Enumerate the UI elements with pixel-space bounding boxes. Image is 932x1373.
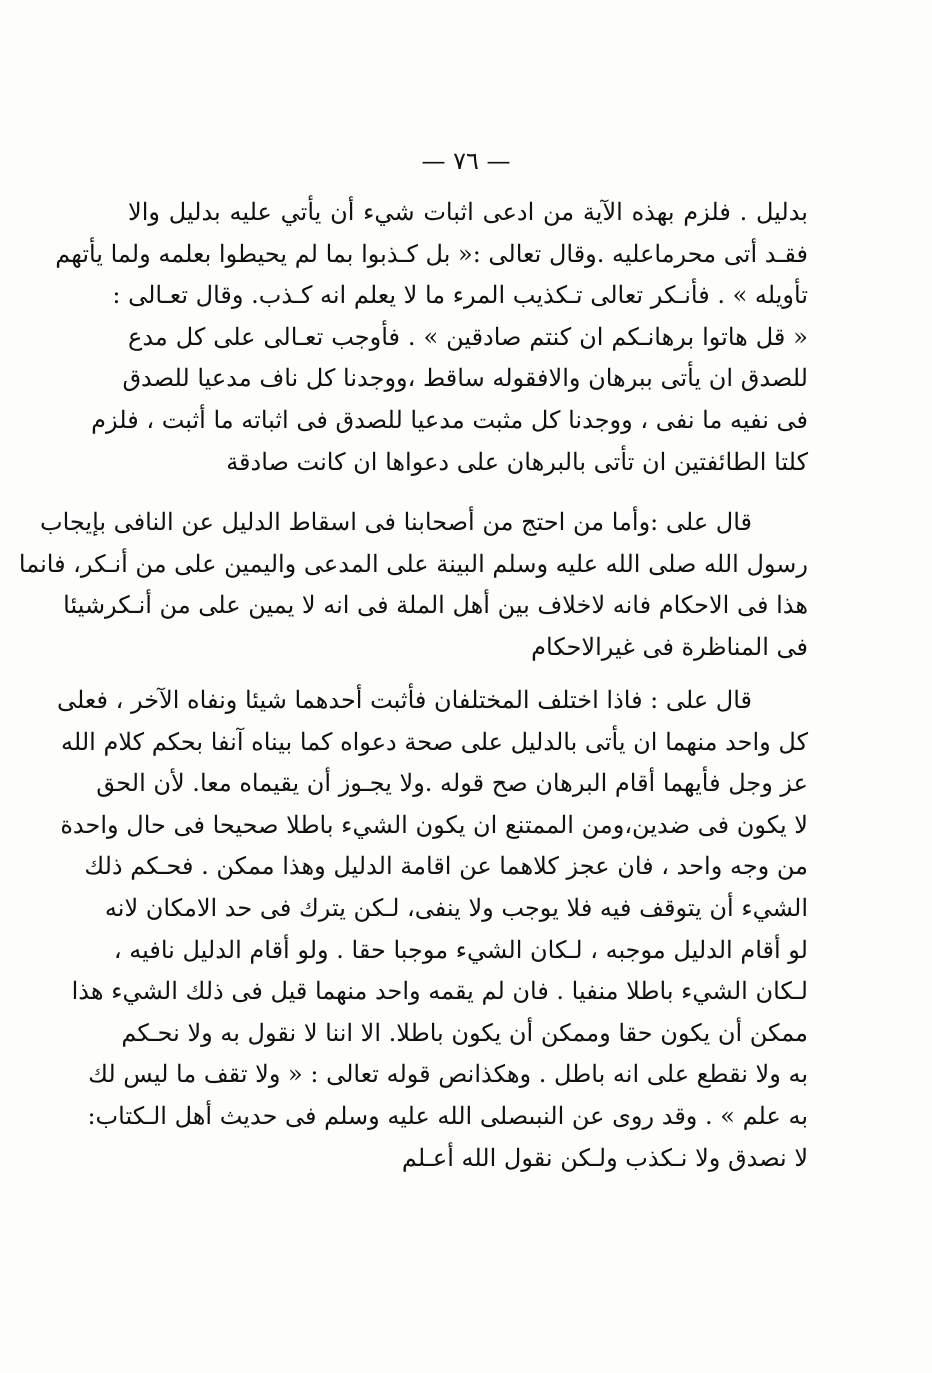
text-line: قال على :وأما من احتج من أصحابنا فى اسقاط الدليل عن النافى بإيجاب	[39, 508, 752, 536]
text-line: بدليل . فلزم بهذه الآية من ادعى اثبات شيء أن يأتي عليه بدليل والا	[128, 198, 808, 226]
text-line: هذا فى الاحكام فانه لاخلاف بين أهل الملة فى انه لا يمين على من أنـكرشيئا	[63, 591, 808, 620]
text-line: رسول الله صلى الله عليه وسلم البينة على المدعى واليمين على من أنـكر، فانما	[18, 549, 808, 578]
text-line: تأويله » . فأنـكر تعالى تـكذيب المرء ما لا يعلم انه كـذب. وقال تعـالى :	[112, 281, 808, 310]
text-line: لـكان الشيء باطلا منفيا . فان لم يقمه واحد منهما قيل فى ذلك الشيء هذا	[71, 977, 808, 1006]
text-line: ممكن أن يكون حقا وممكن أن يكون باطلا. الا اننا لا نقول به ولا نحـكم	[121, 1018, 808, 1047]
paragraph-3	[56, 680, 808, 1179]
text-line: لا نصدق ولا نـكذب ولـكن نقول الله أعـلم	[401, 1143, 808, 1172]
text-line: قال على : فاذا اختلف المختلفان فأثبت أحدهما شيئا ونفاه الآخر ، فعلى	[56, 686, 752, 714]
text-line: به ولا نقطع على انه باطل . وهكذانص قوله تعالى : « ولا تقف ما ليس لك	[88, 1060, 808, 1089]
paragraph-2	[18, 502, 808, 668]
text-line: فى المناظرة فى غيرالاحكام	[531, 632, 808, 661]
text-line: فى نفيه ما نفى ، ووجدنا كل مثبت مدعيا للصدق فى اثباته ما أثبت ، فلزم	[91, 405, 808, 434]
text-line: من وجه واحد ، فان عجز كلاهما عن اقامة الدليل وهذا ممكن . فحـكم ذلك	[84, 852, 808, 881]
text-line: كل واحد منهما ان يأتى بالدليل على صحة دعواه كما بيناه آنفا بحكم كلام الله	[61, 727, 808, 756]
text-line: لو أقام الدليل موجبه ، لـكان الشيء موجبا حقا . ولو أقام الدليل نافيه ،	[113, 935, 808, 964]
paragraph-1	[55, 192, 808, 483]
text-line: به علم » . وقد روى عن النبىصلى الله عليه وسلم فى حديث أهل الـكتاب:	[87, 1101, 808, 1130]
text-line: عز وجل فأيهما أقام البرهان صح قوله .ولا يجـوز أن يقيماه معا. لأن الحق	[96, 769, 808, 798]
text-line: « قل هاتوا برهانـكم ان كنتم صادقين » . فأوجب تعـالى على كل مدع	[128, 322, 808, 351]
text-line: الشيء أن يتوقف فيه فلا يوجب ولا ينفى، لـكن يترك فى حد الامكان لانه	[104, 893, 808, 922]
text-line: كلتا الطائفتين ان تأتى بالبرهان على دعواها ان كانت صادقة	[226, 447, 808, 476]
text-line: للصدق ان يأتى ببرهان والافقوله ساقط ،ووجدنا كل ناف مدعيا للصدق	[122, 364, 808, 393]
text-line: فقـد أتى محرماعليه .وقال تعالى :« بل كـذبوا بما لم يحيطوا بعلمه ولما يأتهم	[55, 239, 808, 268]
page-number: — ٧٦ —	[421, 147, 511, 175]
text-line: لا يكون فى ضدين،ومن الممتنع ان يكون الشيء باطلا صحيحا فى حال واحدة	[60, 810, 808, 839]
